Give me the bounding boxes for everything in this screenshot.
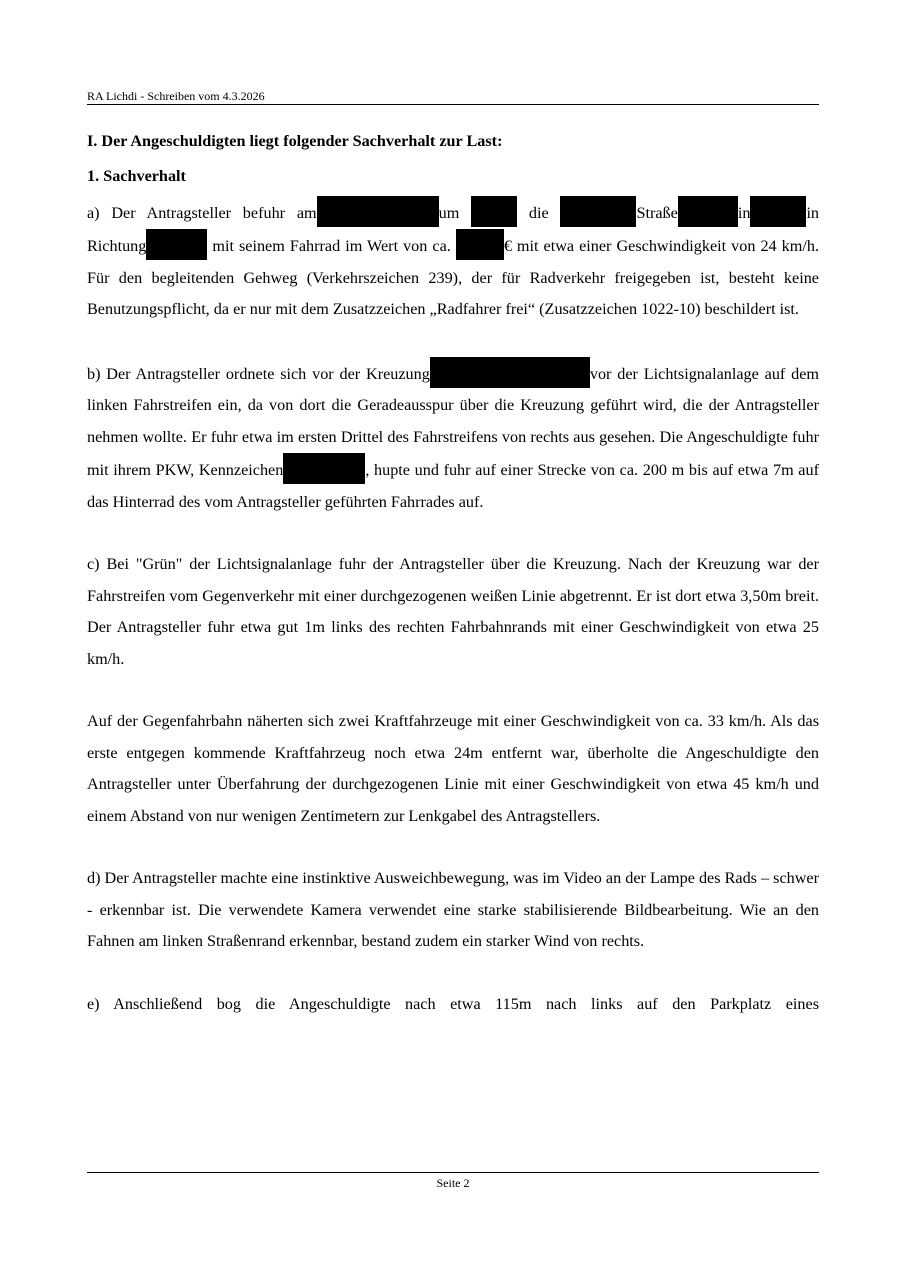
- redaction-box: [146, 229, 207, 260]
- redaction-box: [560, 196, 636, 227]
- redaction-box: [750, 196, 806, 227]
- para-b-text-3: , hupte und fuhr auf einer Strecke von ca. 200 m bis auf etwa 7m auf das Hinterrad des vom Antragsteller geführten Fahrrades auf.: [87, 461, 819, 511]
- paragraph-a: [87, 196, 819, 326]
- para-a-text-8: € mit etwa einer Geschwindigkeit von 24 km/h. Für den begleitenden Gehweg (Verkehrszeichen 239), der für Radverkehr freigegeben ist, besteht keine Benutzungspflicht, da er nur mit dem Zusatzzeichen „Radfahrer frei“ (Zusatzzeichen 1022-10) beschildert ist.: [87, 237, 819, 319]
- para-a-text-2: um: [438, 204, 460, 222]
- paragraph-c: c) Bei "Grün" der Lichtsignalanlage fuhr der Antragsteller über die Kreuzung. Nach der Kreuzung war der Fahrstreifen vom Gegenverkehr mit einer durchgezogenen weißen Linie abgetrennt. Er ist dort etwa 3,50m breit. Der Antragsteller fuhr etwa gut 1m links des rechten Fahrbahnrands mit einer Geschwindigkeit von etwa 25 km/h.: [87, 555, 819, 668]
- para-a-text-3: die: [528, 204, 549, 222]
- page-number: Seite 2: [436, 1176, 470, 1190]
- subsection-title: 1. Sachverhalt: [87, 167, 186, 185]
- document-body: [87, 126, 819, 1020]
- redaction-box: [283, 453, 365, 484]
- redaction-box: [430, 357, 590, 388]
- redaction-box: [317, 196, 439, 227]
- para-b-text-1: b) Der Antragsteller ordnete sich vor der Kreuzung: [87, 365, 430, 384]
- para-a-text-7: mit seinem Fahrrad im Wert von ca.: [212, 237, 451, 256]
- redaction-box: [471, 196, 517, 227]
- paragraph-c-continued: Auf der Gegenfahrbahn näherten sich zwei Kraftfahrzeuge mit einer Geschwindigkeit von ca. 33 km/h. Als das erste entgegen kommende Kraftfahrzeug noch etwa 24m entfernt war, überholte die Angeschuldigte den Antragsteller unter Überfahrung der durchgezogenen Linie mit einer Geschwindigkeit von etwa 45 km/h und einem Abstand von nur wenigen Zentimetern zur Lenkgabel des Antragstellers.: [87, 712, 819, 825]
- para-a-text-6: in Richtung: [87, 204, 820, 256]
- section-title: I. Der Angeschuldigten liegt folgender Sachverhalt zur Last:: [87, 132, 503, 150]
- page-header: RA Lichdi - Schreiben vom 4.3.2026: [87, 89, 819, 105]
- para-a-text-1: a) Der Antragsteller befuhr am: [87, 204, 317, 222]
- para-b-text-2: vor der Lichtsignalanlage auf dem linken Fahrstreifen ein, da von dort die Geradeausspur über die Kreuzung geführt wird, die der Antragsteller nehmen wollte. Er fuhr etwa im ersten Drittel des Fahrstreifens von rechts aus gesehen. Die Angeschuldigte fuhr mit ihrem PKW, Kennzeichen: [87, 365, 820, 480]
- paragraph-b: [87, 357, 819, 518]
- redaction-box: [678, 196, 738, 227]
- redaction-box: [456, 229, 504, 260]
- para-a-text-5: in: [737, 204, 751, 222]
- paragraph-e: e) Anschließend bog die Angeschuldigte nach etwa 115m nach links auf den Parkplatz eines: [87, 995, 819, 1014]
- footer-divider: [87, 1172, 819, 1173]
- paragraph-d: d) Der Antragsteller machte eine instinktive Ausweichbewegung, was im Video an der Lampe des Rads – schwer - erkennbar ist. Die verwendete Kamera verwendet eine starke stabilisierende Bildbearbeitung. Wie an den Fahnen am linken Straßenrand erkennbar, bestand zudem ein starker Wind von rechts.: [87, 869, 819, 951]
- para-a-text-4: Straße: [636, 204, 678, 222]
